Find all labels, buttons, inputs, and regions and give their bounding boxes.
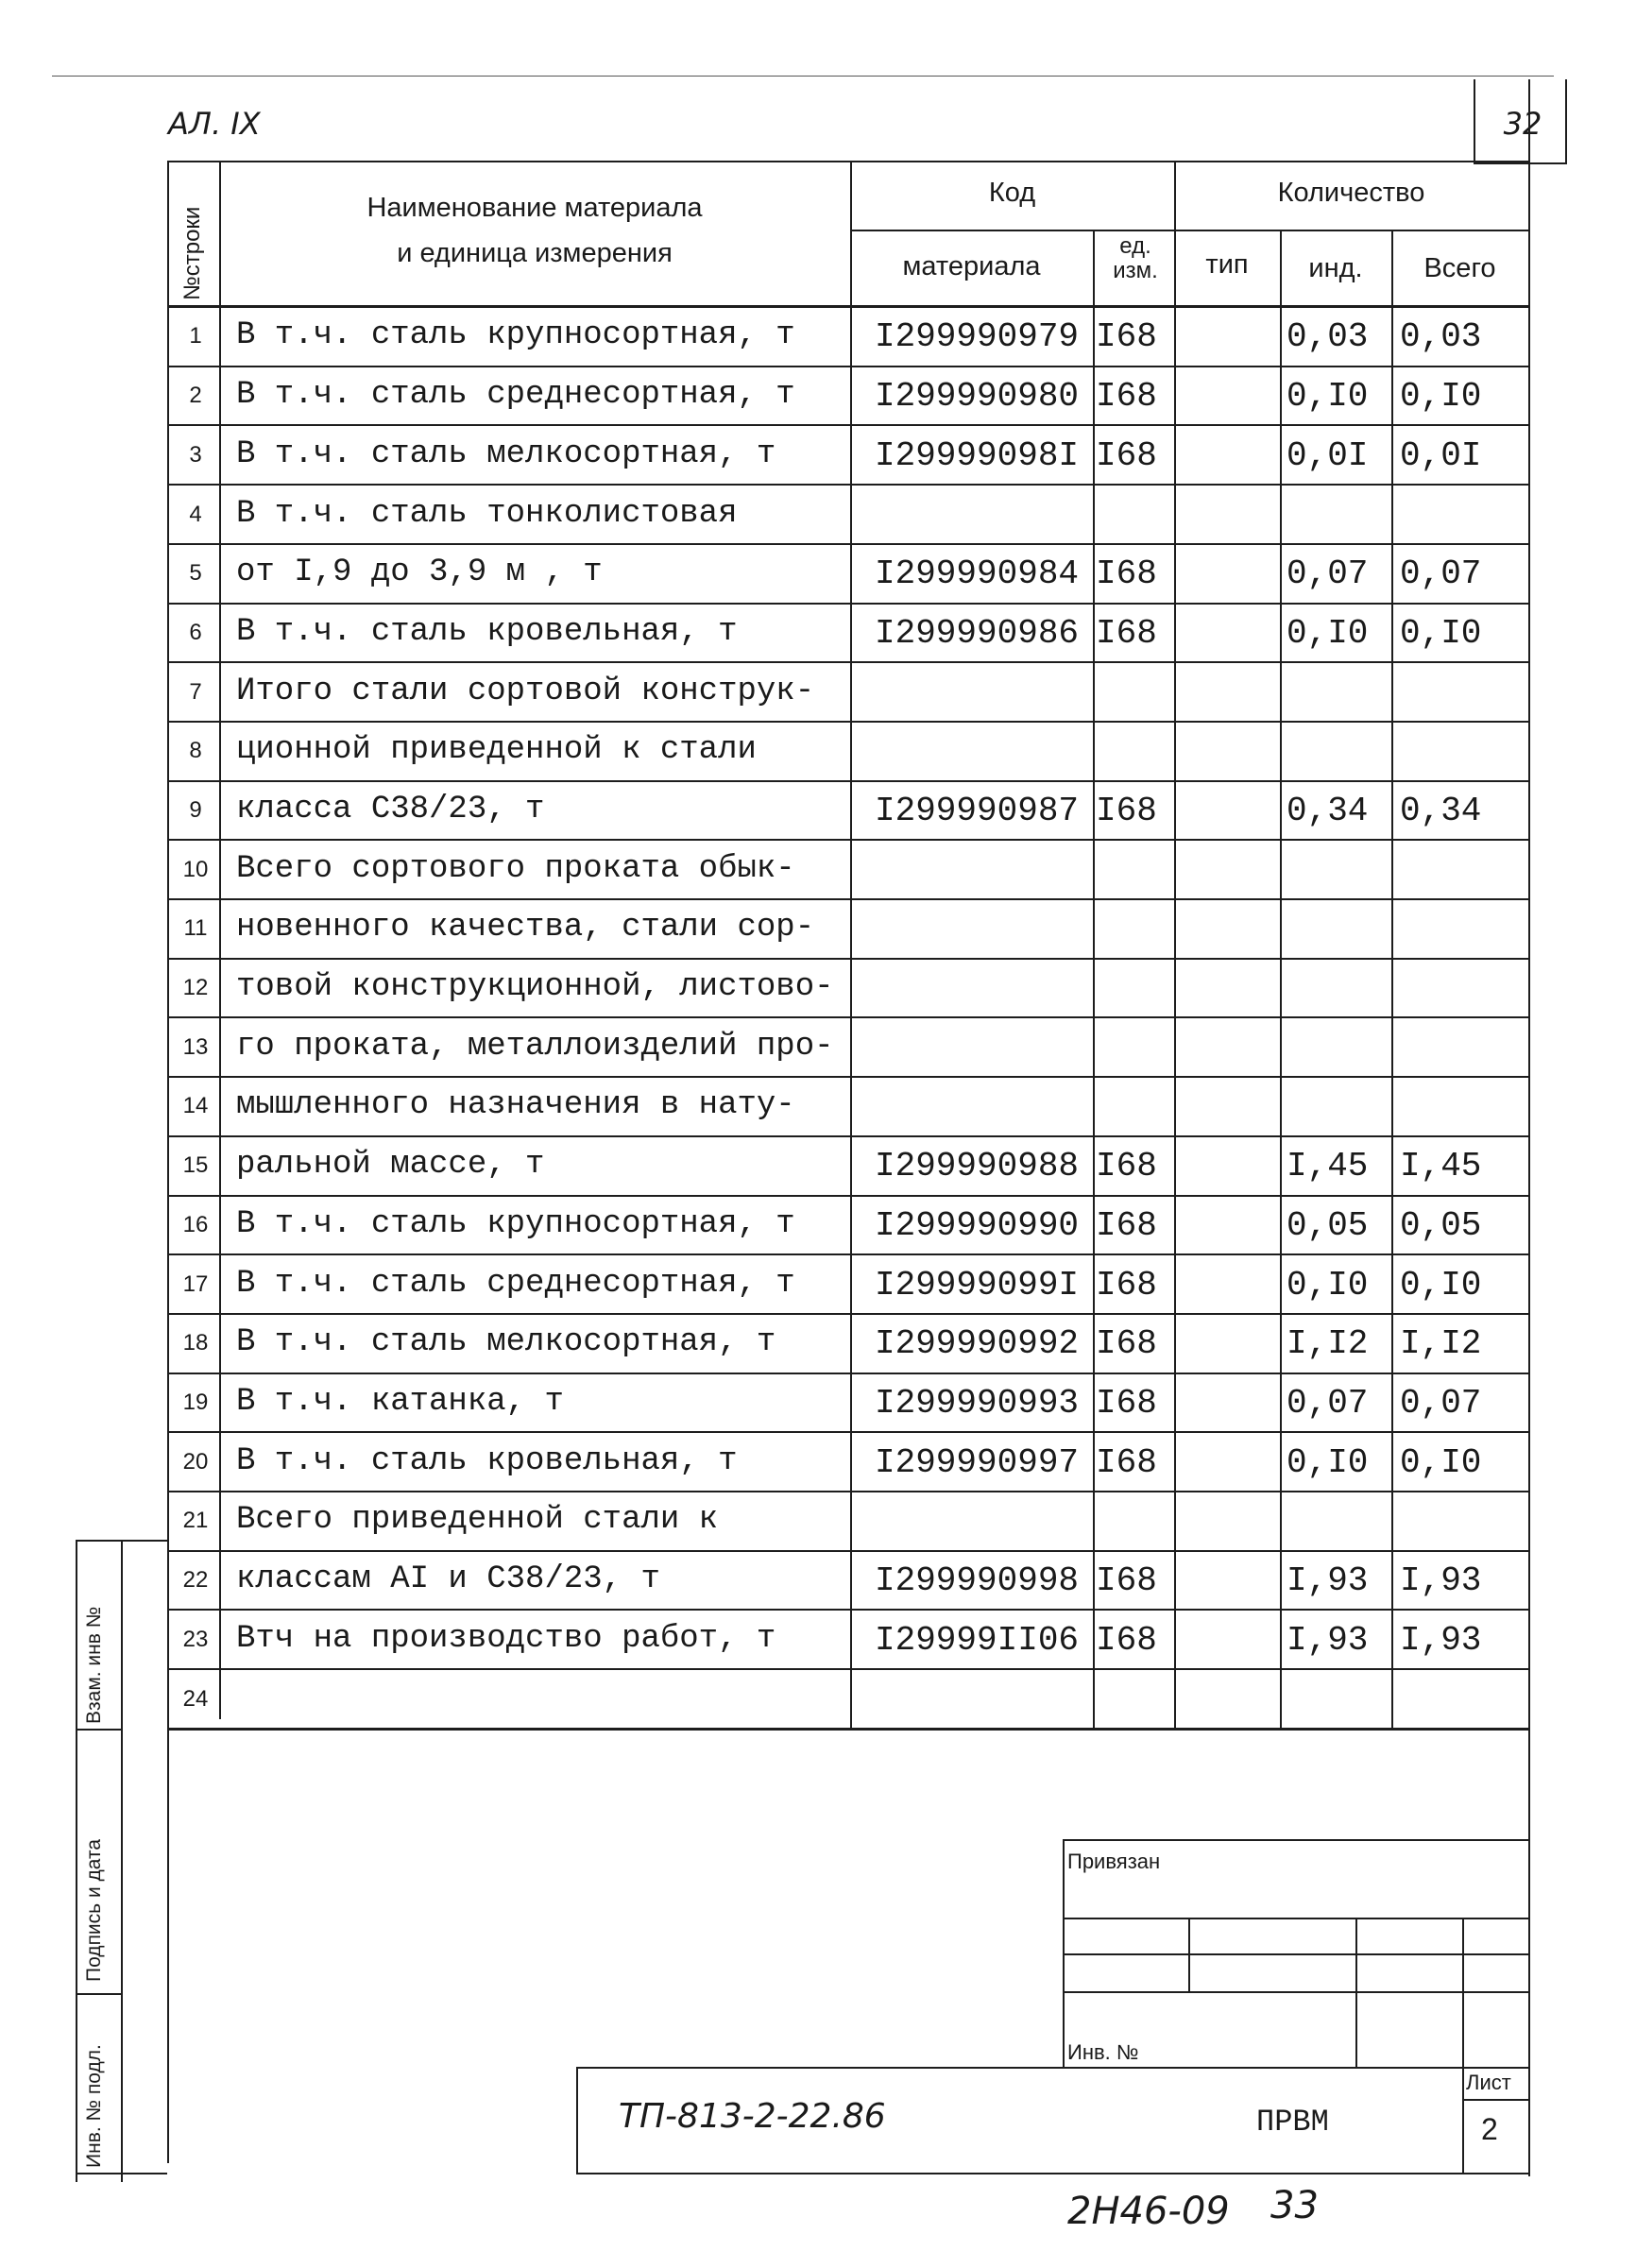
row-material-code: I299990984 <box>875 554 1080 594</box>
tb-document-code: ТП-813-2-22.86 <box>619 2097 886 2136</box>
row-name: Всего приведенной стали к <box>236 1502 719 1539</box>
tb-line-3 <box>1063 1953 1528 1955</box>
row-unit-code: I68 <box>1096 1324 1157 1364</box>
row-name: В т.ч. сталь кровельная, т <box>236 613 738 650</box>
row-separator <box>167 1016 1528 1018</box>
row-number: 1 <box>189 323 202 350</box>
tb-vline-5 <box>576 2067 578 2173</box>
header-sub-line <box>850 230 1528 231</box>
tb-bottom <box>576 2173 1528 2174</box>
row-separator <box>167 1076 1528 1078</box>
row-number: 16 <box>182 1211 209 1237</box>
row-number: 24 <box>182 1685 209 1712</box>
row-unit-code: I68 <box>1096 1147 1157 1186</box>
ind-col-left <box>1280 230 1282 1729</box>
row-separator <box>167 484 1528 486</box>
row-unit-code: I68 <box>1096 1384 1157 1423</box>
row-qty-total: 0,03 <box>1400 317 1482 357</box>
col-header-quantity: Количество <box>1277 178 1425 208</box>
row-name: В т.ч. сталь мелкосортная, т <box>236 435 776 472</box>
row-material-code: I299990987 <box>875 792 1080 830</box>
row-unit-code: I68 <box>1096 1205 1157 1245</box>
tb-privyazan: Привязан <box>1067 1850 1161 1873</box>
row-qty-ind: 0,I0 <box>1287 1265 1369 1305</box>
row-material-code: I29999II06 <box>875 1620 1080 1660</box>
row-qty-ind: 0,07 <box>1287 1384 1369 1423</box>
row-name: ционной приведенной к стали <box>236 732 757 769</box>
row-material-code: I299990993 <box>875 1384 1080 1423</box>
row-separator <box>167 839 1528 841</box>
row-unit-code: I68 <box>1096 1442 1157 1482</box>
row-qty-total: I,93 <box>1400 1620 1482 1660</box>
row-unit-code: I68 <box>1096 613 1157 653</box>
row-separator <box>167 898 1528 900</box>
row-material-code: I29999099I <box>875 1265 1080 1305</box>
row-separator <box>167 780 1528 782</box>
row-separator <box>167 958 1528 960</box>
row-name: классам АI и С38/23, т <box>236 1561 660 1597</box>
row-unit-code: I68 <box>1096 1561 1157 1600</box>
rownum-col-right <box>219 161 221 1719</box>
row-number: 13 <box>182 1033 209 1060</box>
row-qty-ind: I,93 <box>1287 1561 1369 1600</box>
row-number: 10 <box>182 856 209 882</box>
row-material-code: I299990990 <box>875 1205 1080 1245</box>
row-name: В т.ч. сталь мелкосортная, т <box>236 1324 776 1361</box>
row-number: 5 <box>189 560 202 587</box>
qty-col-left <box>1174 161 1176 1729</box>
col-header-qty-ind: инд. <box>1308 253 1363 283</box>
row-name: В т.ч. сталь тонколистовая <box>236 495 738 532</box>
row-number: 4 <box>189 501 202 527</box>
row-qty-ind: 0,03 <box>1287 317 1369 357</box>
col-header-code: Код <box>988 178 1036 208</box>
row-name: го проката, металлоизделий про- <box>236 1028 834 1065</box>
tb-vline-4 <box>1462 1918 1464 2173</box>
row-name: мышленного назначения в нату- <box>236 1087 795 1124</box>
row-number: 7 <box>189 678 202 705</box>
row-qty-total: I,I2 <box>1400 1324 1482 1364</box>
footer-archive-number: 2Н46-09 <box>1067 2190 1230 2233</box>
row-number: 18 <box>182 1330 209 1356</box>
row-name: В т.ч. сталь кровельная, т <box>236 1442 738 1479</box>
row-material-code: I299990980 <box>875 377 1080 417</box>
tb-line-2 <box>1063 1918 1528 1919</box>
stamp-left <box>76 1540 77 2182</box>
stamp-sep-1 <box>76 1729 121 1731</box>
row-number: 6 <box>189 619 202 645</box>
sheet-box-left <box>1474 79 1475 164</box>
tb-line-5 <box>576 2067 1528 2069</box>
row-qty-total: I,93 <box>1400 1561 1482 1600</box>
row-separator <box>167 1728 1528 1730</box>
row-separator <box>167 603 1528 605</box>
row-separator <box>167 1373 1528 1374</box>
frame-left <box>167 161 169 2163</box>
tb-sheet-value: 2 <box>1481 2112 1498 2146</box>
row-separator <box>167 1253 1528 1255</box>
row-material-code: I299990998 <box>875 1561 1080 1600</box>
row-unit-code: I68 <box>1096 435 1157 475</box>
row-separator <box>167 1431 1528 1433</box>
unit-col-left <box>1093 230 1095 1729</box>
frame-right <box>1528 79 1530 2176</box>
row-name: В т.ч. сталь крупносортная, т <box>236 1205 795 1242</box>
row-separator <box>167 1491 1528 1492</box>
row-unit-code: I68 <box>1096 792 1157 830</box>
row-unit-code: I68 <box>1096 377 1157 417</box>
row-qty-ind: 0,I0 <box>1287 377 1369 417</box>
tb-vline-3 <box>1355 1918 1357 2067</box>
row-qty-total: 0,I0 <box>1400 1442 1482 1482</box>
row-unit-code: I68 <box>1096 1620 1157 1660</box>
row-separator <box>167 1313 1528 1315</box>
row-qty-total: 0,I0 <box>1400 1265 1482 1305</box>
row-number: 8 <box>189 738 202 764</box>
row-qty-total: 0,34 <box>1400 792 1482 830</box>
row-qty-total: 0,07 <box>1400 1384 1482 1423</box>
stamp-inv-podl: Инв. № подл. <box>83 2044 105 2168</box>
col-header-qty-total: Всего <box>1423 253 1496 283</box>
row-number: 23 <box>182 1626 209 1652</box>
col-header-name-line2: и единица измерения <box>397 238 673 268</box>
row-unit-code: I68 <box>1096 1265 1157 1305</box>
row-name: Втч на производство работ, т <box>236 1620 776 1657</box>
row-number: 12 <box>182 975 209 1000</box>
row-unit-code: I68 <box>1096 317 1157 357</box>
row-qty-ind: I,I2 <box>1287 1324 1369 1364</box>
row-number: 2 <box>189 383 202 409</box>
footer-page-number: 33 <box>1270 2184 1319 2227</box>
row-qty-ind: 0,I0 <box>1287 613 1369 653</box>
row-name: новенного качества, стали сор- <box>236 910 815 946</box>
total-col-left <box>1391 230 1393 1729</box>
row-number: 20 <box>182 1448 209 1475</box>
row-qty-ind: I,93 <box>1287 1620 1369 1660</box>
table-top <box>167 161 1528 162</box>
row-number: 11 <box>183 915 208 942</box>
scan-top-line <box>52 76 1554 77</box>
stamp-vzam-inv: Взам. инв № <box>83 1606 105 1724</box>
row-separator <box>167 424 1528 426</box>
row-name: ральной массе, т <box>236 1147 545 1184</box>
row-name: В т.ч. сталь среднесортная, т <box>236 1265 795 1302</box>
row-name: от I,9 до 3,9 м , т <box>236 554 603 591</box>
row-material-code: I299990988 <box>875 1147 1080 1186</box>
row-material-code: I299990997 <box>875 1442 1080 1482</box>
row-number: 14 <box>182 1093 209 1119</box>
col-header-code-material: материала <box>902 251 1041 281</box>
row-name: В т.ч. катанка, т <box>236 1384 564 1420</box>
row-number: 19 <box>182 1390 209 1415</box>
row-separator <box>167 1550 1528 1552</box>
col-header-name-line1: Наименование материала <box>366 193 703 223</box>
row-qty-total: 0,0I <box>1400 435 1482 475</box>
row-material-code: I29999098I <box>875 435 1080 475</box>
album-mark: АЛ. IX <box>168 106 261 142</box>
row-separator <box>167 1609 1528 1611</box>
stamp-bottom <box>76 2173 167 2174</box>
row-separator <box>167 661 1528 663</box>
tb-section: ПРВМ <box>1256 2105 1329 2140</box>
row-name: класса С38/23, т <box>236 792 545 827</box>
sheet-number: 32 <box>1503 106 1542 142</box>
row-qty-total: 0,05 <box>1400 1205 1482 1245</box>
tb-line-1 <box>1063 1839 1528 1841</box>
row-qty-ind: I,45 <box>1287 1147 1369 1186</box>
row-separator <box>167 1195 1528 1197</box>
row-name: товой конструкционной, листово- <box>236 969 834 1005</box>
tb-line-4 <box>1063 1991 1528 1993</box>
row-separator <box>167 721 1528 723</box>
col-header-row-number: №строки <box>179 206 205 300</box>
col-header-qty-type: тип <box>1205 249 1249 280</box>
stamp-sep-2 <box>76 1993 121 1995</box>
row-material-code: I299990992 <box>875 1324 1080 1364</box>
stamp-podpis-data: Подпись и дата <box>83 1838 105 1982</box>
stamp-mid <box>121 1540 123 2182</box>
code-col-left <box>850 161 852 1729</box>
row-unit-code: I68 <box>1096 554 1157 594</box>
row-separator <box>167 543 1528 545</box>
row-separator <box>167 366 1528 367</box>
row-number: 9 <box>189 797 202 823</box>
row-number: 15 <box>182 1152 209 1179</box>
row-separator <box>167 1668 1528 1670</box>
row-qty-total: 0,I0 <box>1400 377 1482 417</box>
col-header-code-unit: ед. изм. <box>1113 233 1158 283</box>
tb-line-6 <box>1462 2099 1528 2101</box>
tb-inv-no: Инв. № <box>1067 2040 1139 2064</box>
row-name: В т.ч. сталь крупносортная, т <box>236 317 795 354</box>
row-qty-ind: 0,07 <box>1287 554 1369 594</box>
row-qty-ind: 0,34 <box>1287 792 1369 830</box>
tb-vline-2 <box>1188 1918 1190 1993</box>
row-name: В т.ч. сталь среднесортная, т <box>236 377 795 414</box>
row-separator <box>167 1135 1528 1137</box>
row-qty-ind: 0,05 <box>1287 1205 1369 1245</box>
sheet-box-bottom <box>1474 162 1567 164</box>
tb-sheet-label: Лист <box>1466 2071 1511 2094</box>
row-name: Итого стали сортовой конструк- <box>236 673 815 709</box>
header-bottom <box>167 305 1528 308</box>
row-qty-total: 0,07 <box>1400 554 1482 594</box>
row-number: 21 <box>182 1508 209 1534</box>
row-material-code: I299990986 <box>875 613 1080 653</box>
row-qty-ind: 0,I0 <box>1287 1442 1369 1482</box>
row-name: Всего сортового проката обык- <box>236 850 795 887</box>
row-material-code: I299990979 <box>875 317 1080 357</box>
tb-vline-1 <box>1063 1839 1065 2068</box>
row-number: 3 <box>189 441 202 468</box>
row-number: 17 <box>182 1270 209 1297</box>
stamp-top <box>76 1540 167 1542</box>
row-qty-total: 0,I0 <box>1400 613 1482 653</box>
row-qty-total: I,45 <box>1400 1147 1482 1186</box>
sheet-box-right <box>1565 79 1567 164</box>
row-number: 22 <box>182 1567 209 1593</box>
row-qty-ind: 0,0I <box>1287 435 1369 475</box>
